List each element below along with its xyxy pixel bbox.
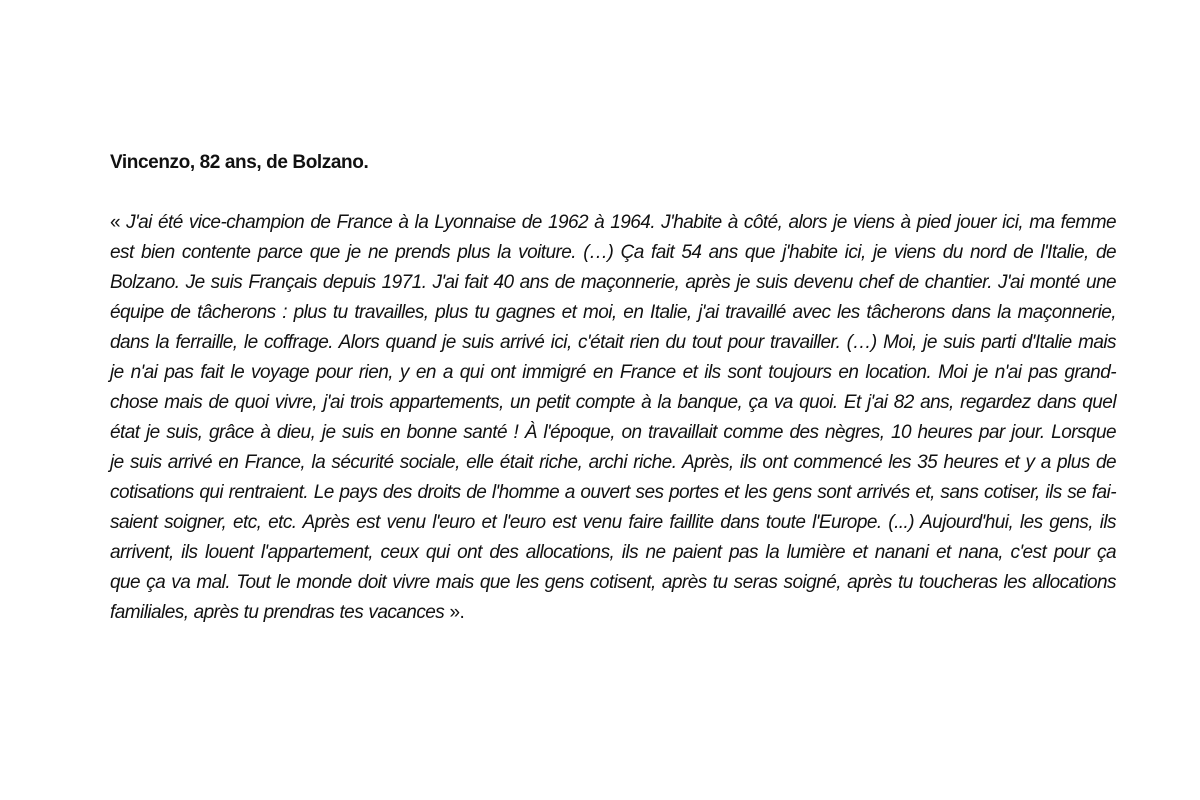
quote-line-text: familiales, après tu prendras tes vacances <box>110 602 445 623</box>
quote-line: dans la ferraille, le coffrage. Alors quand je suis arrivé ici, c'était rien du tout pour travailler. (…) Moi, je suis parti d'Italie mais <box>110 332 1116 353</box>
quote-line: saient soigner, etc, etc. Après est venu l'euro et l'euro est venu faire faillite dans toute l'Europe. (...) Aujourd'hui, les gens, ils <box>110 512 1116 533</box>
quote-line: état je suis, grâce à dieu, je suis en bonne santé ! À l'époque, on travaillait comme des nègres, 10 heures par jour. Lorsque <box>110 422 1116 443</box>
quote-line: cotisations qui rentraient. Le pays des droits de l'homme a ouvert ses portes et les gens sont arrivés et, sans cotiser, ils se fai- <box>110 482 1116 503</box>
quote-line: je suis arrivé en France, la sécurité sociale, elle était riche, archi riche. Après, ils ont commencé les 35 heures et y a plus de <box>110 452 1116 473</box>
quote-line <box>110 598 1116 628</box>
quote-line: équipe de tâcherons : plus tu travailles, plus tu gagnes et moi, en Italie, j'ai travaillé avec les tâcherons dans la maçonnerie, <box>110 302 1116 323</box>
quote-line: arrivent, ils louent l'appartement, ceux qui ont des allocations, ils ne paient pas la lumière et nanani et nana, c'est pour ça <box>110 542 1116 563</box>
quote-line <box>110 208 1116 238</box>
quote-close-mark: ». <box>444 602 465 623</box>
quote-line: que ça va mal. Tout le monde doit vivre mais que les gens cotisent, après tu seras soigné, après tu toucheras les allocations <box>110 572 1116 593</box>
interview-quote <box>110 208 1116 628</box>
quote-line: est bien contente parce que je ne prends plus la voiture. (…) Ça fait 54 ans que j'habite ici, je viens du nord de l'Italie, de <box>110 242 1116 263</box>
quote-line: je n'ai pas fait le voyage pour rien, y en a qui ont immigré en France et ils sont toujours en location. Moi je n'ai pas grand- <box>110 362 1116 383</box>
quote-line: chose mais de quoi vivre, j'ai trois appartements, un petit compte à la banque, ça va quoi. Et j'ai 82 ans, regardez dans quel <box>110 392 1116 413</box>
interview-heading: Vincenzo, 82 ans, de Bolzano. <box>110 152 369 173</box>
quote-open-mark: « <box>110 212 127 233</box>
quote-line-text: J'ai été vice-champion de France à la Lyonnaise de 1962 à 1964. J'habite à côté, alors je viens à pied jouer ici, ma femme <box>126 212 1116 233</box>
quote-line: Bolzano. Je suis Français depuis 1971. J'ai fait 40 ans de maçonnerie, après je suis devenu chef de chantier. J'ai monté une <box>110 272 1116 293</box>
document-page <box>110 148 1116 628</box>
